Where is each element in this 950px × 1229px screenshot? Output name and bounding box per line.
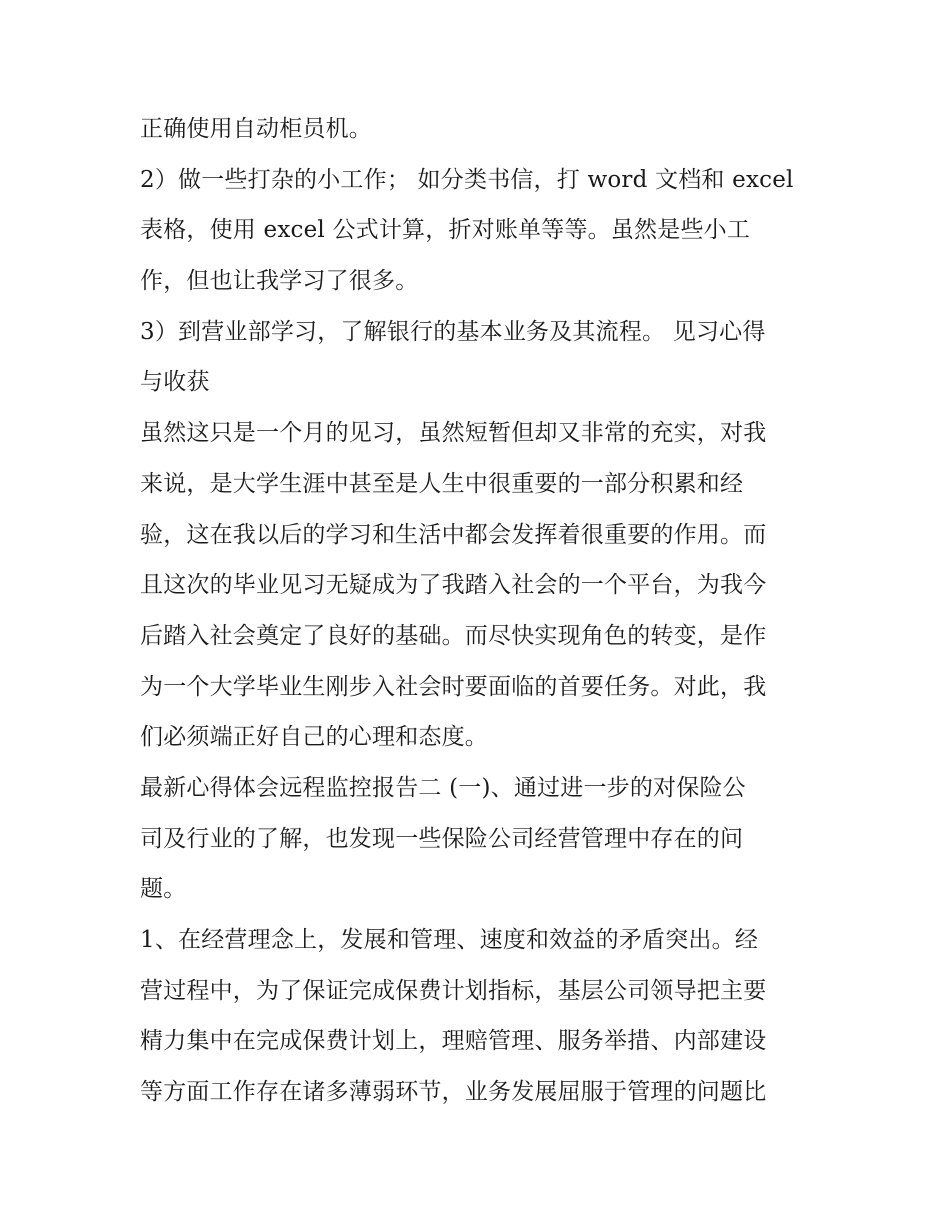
text-line: 3）到营业部学习，了解银行的基本业务及其流程。 见习心得: [140, 318, 766, 345]
text-line: 虽然这只是一个月的见习，虽然短暂但却又非常的充实，对我: [140, 420, 767, 447]
text-line: 且这次的毕业见习无疑成为了我踏入社会的一个平台，为我今: [140, 572, 767, 599]
text-line: 营过程中，为了保证完成保费计划指标，基层公司领导把主要: [140, 977, 767, 1004]
text-line: 为一个大学毕业生刚步入社会时要面临的首要任务。对此，我: [140, 673, 767, 700]
text-line: 后踏入社会奠定了良好的基础。而尽快实现角色的转变，是作: [140, 622, 767, 649]
text-line: 题。: [140, 876, 187, 903]
text-line: 2）做一些打杂的小工作； 如分类书信，打 word 文档和 excel: [140, 166, 794, 193]
text-line: 与收获: [140, 369, 210, 396]
text-line: 作，但也让我学习了很多。: [140, 268, 419, 295]
text-line: 精力集中在完成保费计划上，理赔管理、服务举措、内部建设: [140, 1028, 767, 1055]
text-line: 1、在经营理念上，发展和管理、速度和效益的矛盾突出。经: [140, 927, 759, 953]
text-line: 验，这在我以后的学习和生活中都会发挥着很重要的作用。而: [140, 521, 767, 548]
document-body: [140, 104, 820, 1118]
text-line: 表格，使用 excel 公式计算，折对账单等等。虽然是些小工: [140, 217, 751, 244]
text-line: 来说，是大学生涯中甚至是人生中很重要的一部分积累和经: [140, 470, 744, 497]
text-line: 们必须端正好自己的心理和态度。: [140, 724, 488, 751]
text-line: 等方面工作存在诸多薄弱环节，业务发展屈服于管理的问题比: [140, 1079, 767, 1106]
text-line: 正确使用自动柜员机。: [140, 116, 372, 142]
text-line: 司及行业的了解，也发现一些保险公司经营管理中存在的问: [140, 825, 744, 852]
text-line: 最新心得体会远程监控报告二 (一)、通过进一步的对保险公: [140, 774, 746, 801]
